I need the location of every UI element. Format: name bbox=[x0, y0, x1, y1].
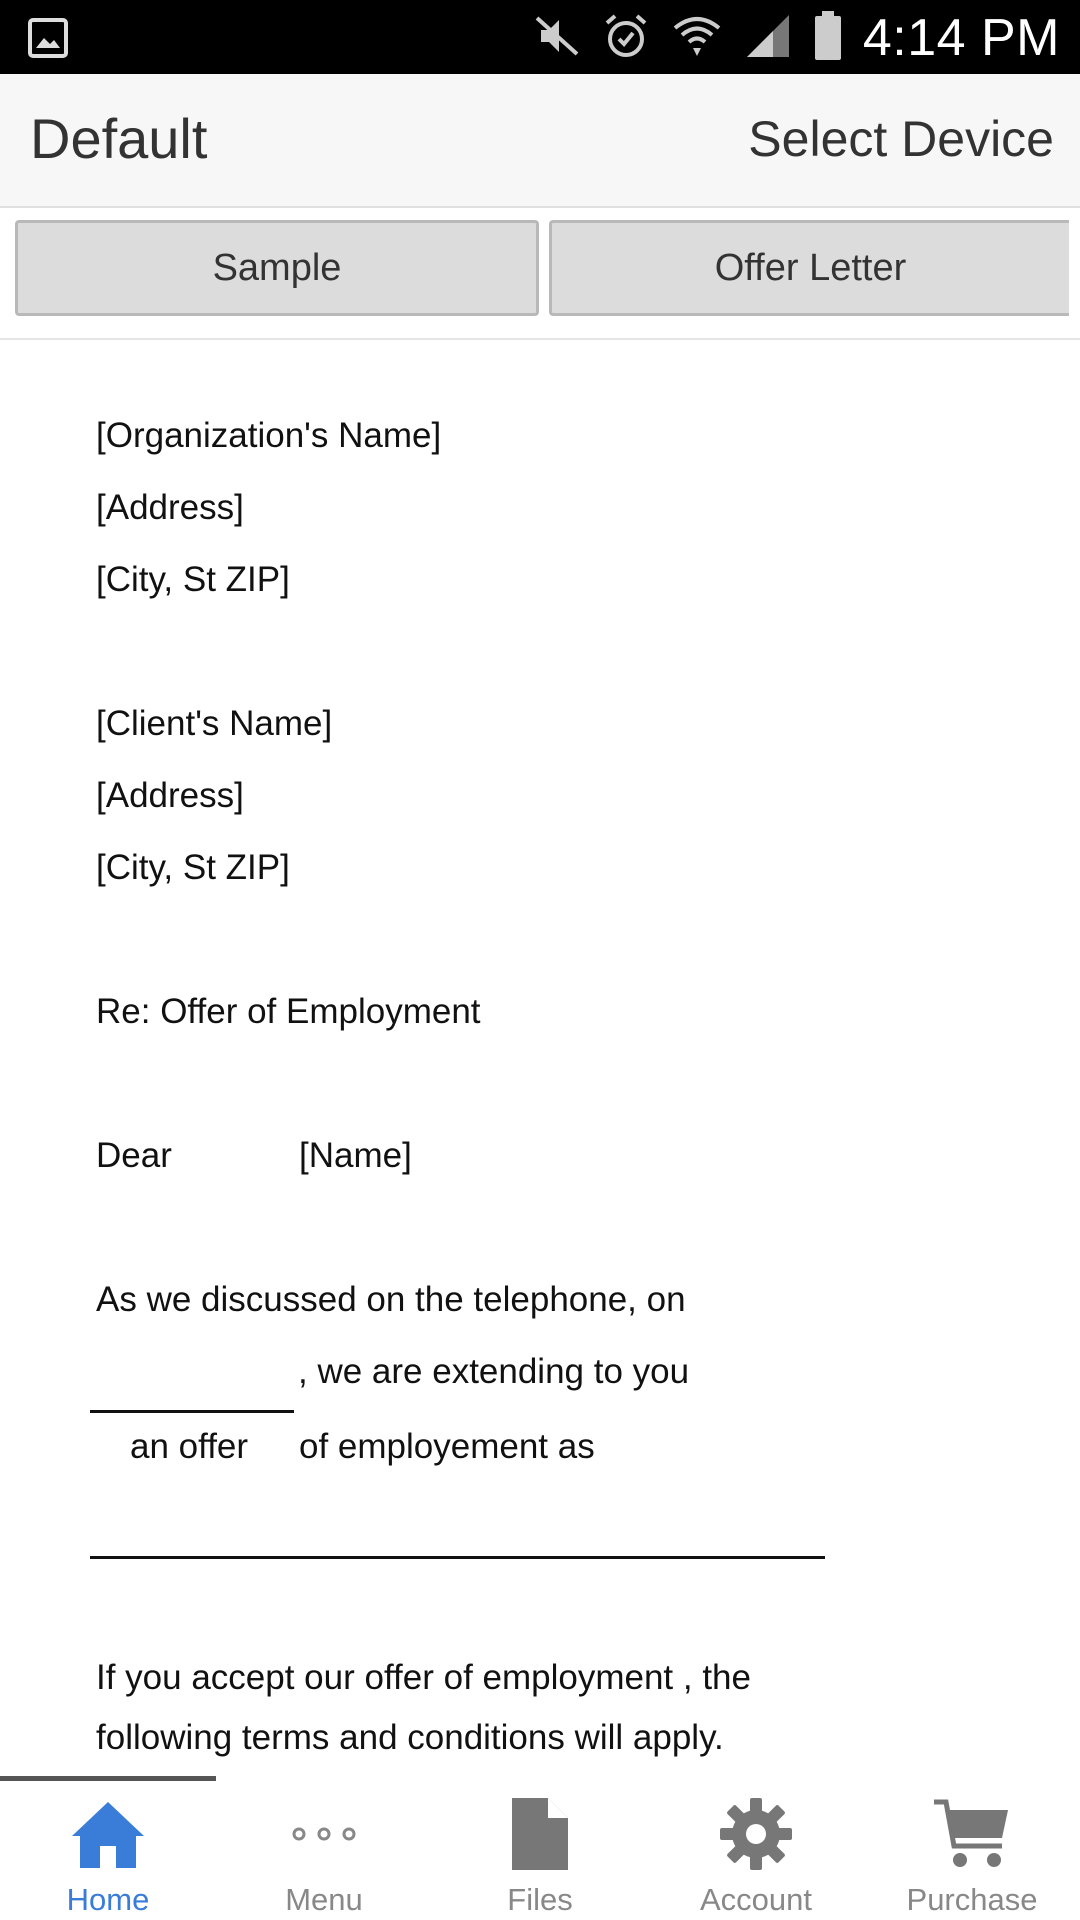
nav-purchase-label: Purchase bbox=[906, 1882, 1038, 1917]
paragraph-2-line-1: If you accept our offer of employment , the bbox=[96, 1658, 751, 1697]
template-tabs bbox=[0, 208, 1080, 340]
app-header bbox=[0, 74, 1080, 208]
gear-icon bbox=[648, 1792, 864, 1876]
alarm-icon bbox=[601, 11, 651, 66]
paragraph-1-line-2: , we are extending to you bbox=[298, 1352, 690, 1391]
active-tab-indicator bbox=[0, 1776, 216, 1781]
document-view[interactable] bbox=[0, 340, 1080, 1776]
page-title: Default bbox=[30, 107, 208, 170]
org-name: [Organization's Name] bbox=[96, 416, 442, 455]
subject-line: Re: Offer of Employment bbox=[96, 992, 481, 1031]
org-address: [Address] bbox=[96, 488, 244, 527]
client-name: [Client's Name] bbox=[96, 704, 333, 743]
clock: 4:14 PM bbox=[862, 9, 1060, 67]
cart-icon bbox=[864, 1792, 1080, 1876]
paragraph-1-line-1: As we discussed on the telephone, on bbox=[96, 1280, 686, 1319]
nav-account[interactable] bbox=[648, 1782, 864, 1920]
home-icon bbox=[0, 1792, 216, 1876]
gallery-icon bbox=[28, 18, 68, 63]
client-city: [City, St ZIP] bbox=[96, 848, 290, 887]
position-blank-line bbox=[90, 1556, 825, 1559]
tab-sample[interactable]: Sample bbox=[15, 220, 539, 316]
nav-files-label: Files bbox=[507, 1882, 573, 1917]
nav-menu-label: Menu bbox=[285, 1882, 363, 1917]
wifi-icon bbox=[671, 10, 723, 67]
nav-home[interactable] bbox=[0, 1782, 216, 1920]
more-dots-icon bbox=[216, 1792, 432, 1876]
org-city: [City, St ZIP] bbox=[96, 560, 290, 599]
offer-text: an offer bbox=[130, 1427, 249, 1466]
paragraph-1-line-3: of employement as bbox=[299, 1427, 595, 1466]
status-bar bbox=[0, 0, 1080, 74]
date-blank-line bbox=[90, 1410, 294, 1413]
select-device-button[interactable]: Select Device bbox=[748, 111, 1054, 167]
client-address: [Address] bbox=[96, 776, 244, 815]
bottom-navigation bbox=[0, 1776, 1080, 1920]
paragraph-2-line-2: following terms and conditions will apply. bbox=[96, 1718, 724, 1757]
salutation: Dear bbox=[96, 1136, 172, 1175]
signal-icon bbox=[743, 11, 793, 66]
battery-icon bbox=[813, 10, 843, 67]
mute-icon bbox=[533, 12, 581, 65]
nav-purchase[interactable] bbox=[864, 1782, 1080, 1920]
nav-files[interactable] bbox=[432, 1782, 648, 1920]
tab-offer-letter[interactable]: Offer Letter bbox=[549, 220, 1069, 316]
file-icon bbox=[432, 1792, 648, 1876]
nav-account-label: Account bbox=[699, 1882, 812, 1917]
salutation-name: [Name] bbox=[299, 1136, 412, 1175]
nav-home-label: Home bbox=[66, 1882, 150, 1917]
nav-menu[interactable] bbox=[216, 1782, 432, 1920]
